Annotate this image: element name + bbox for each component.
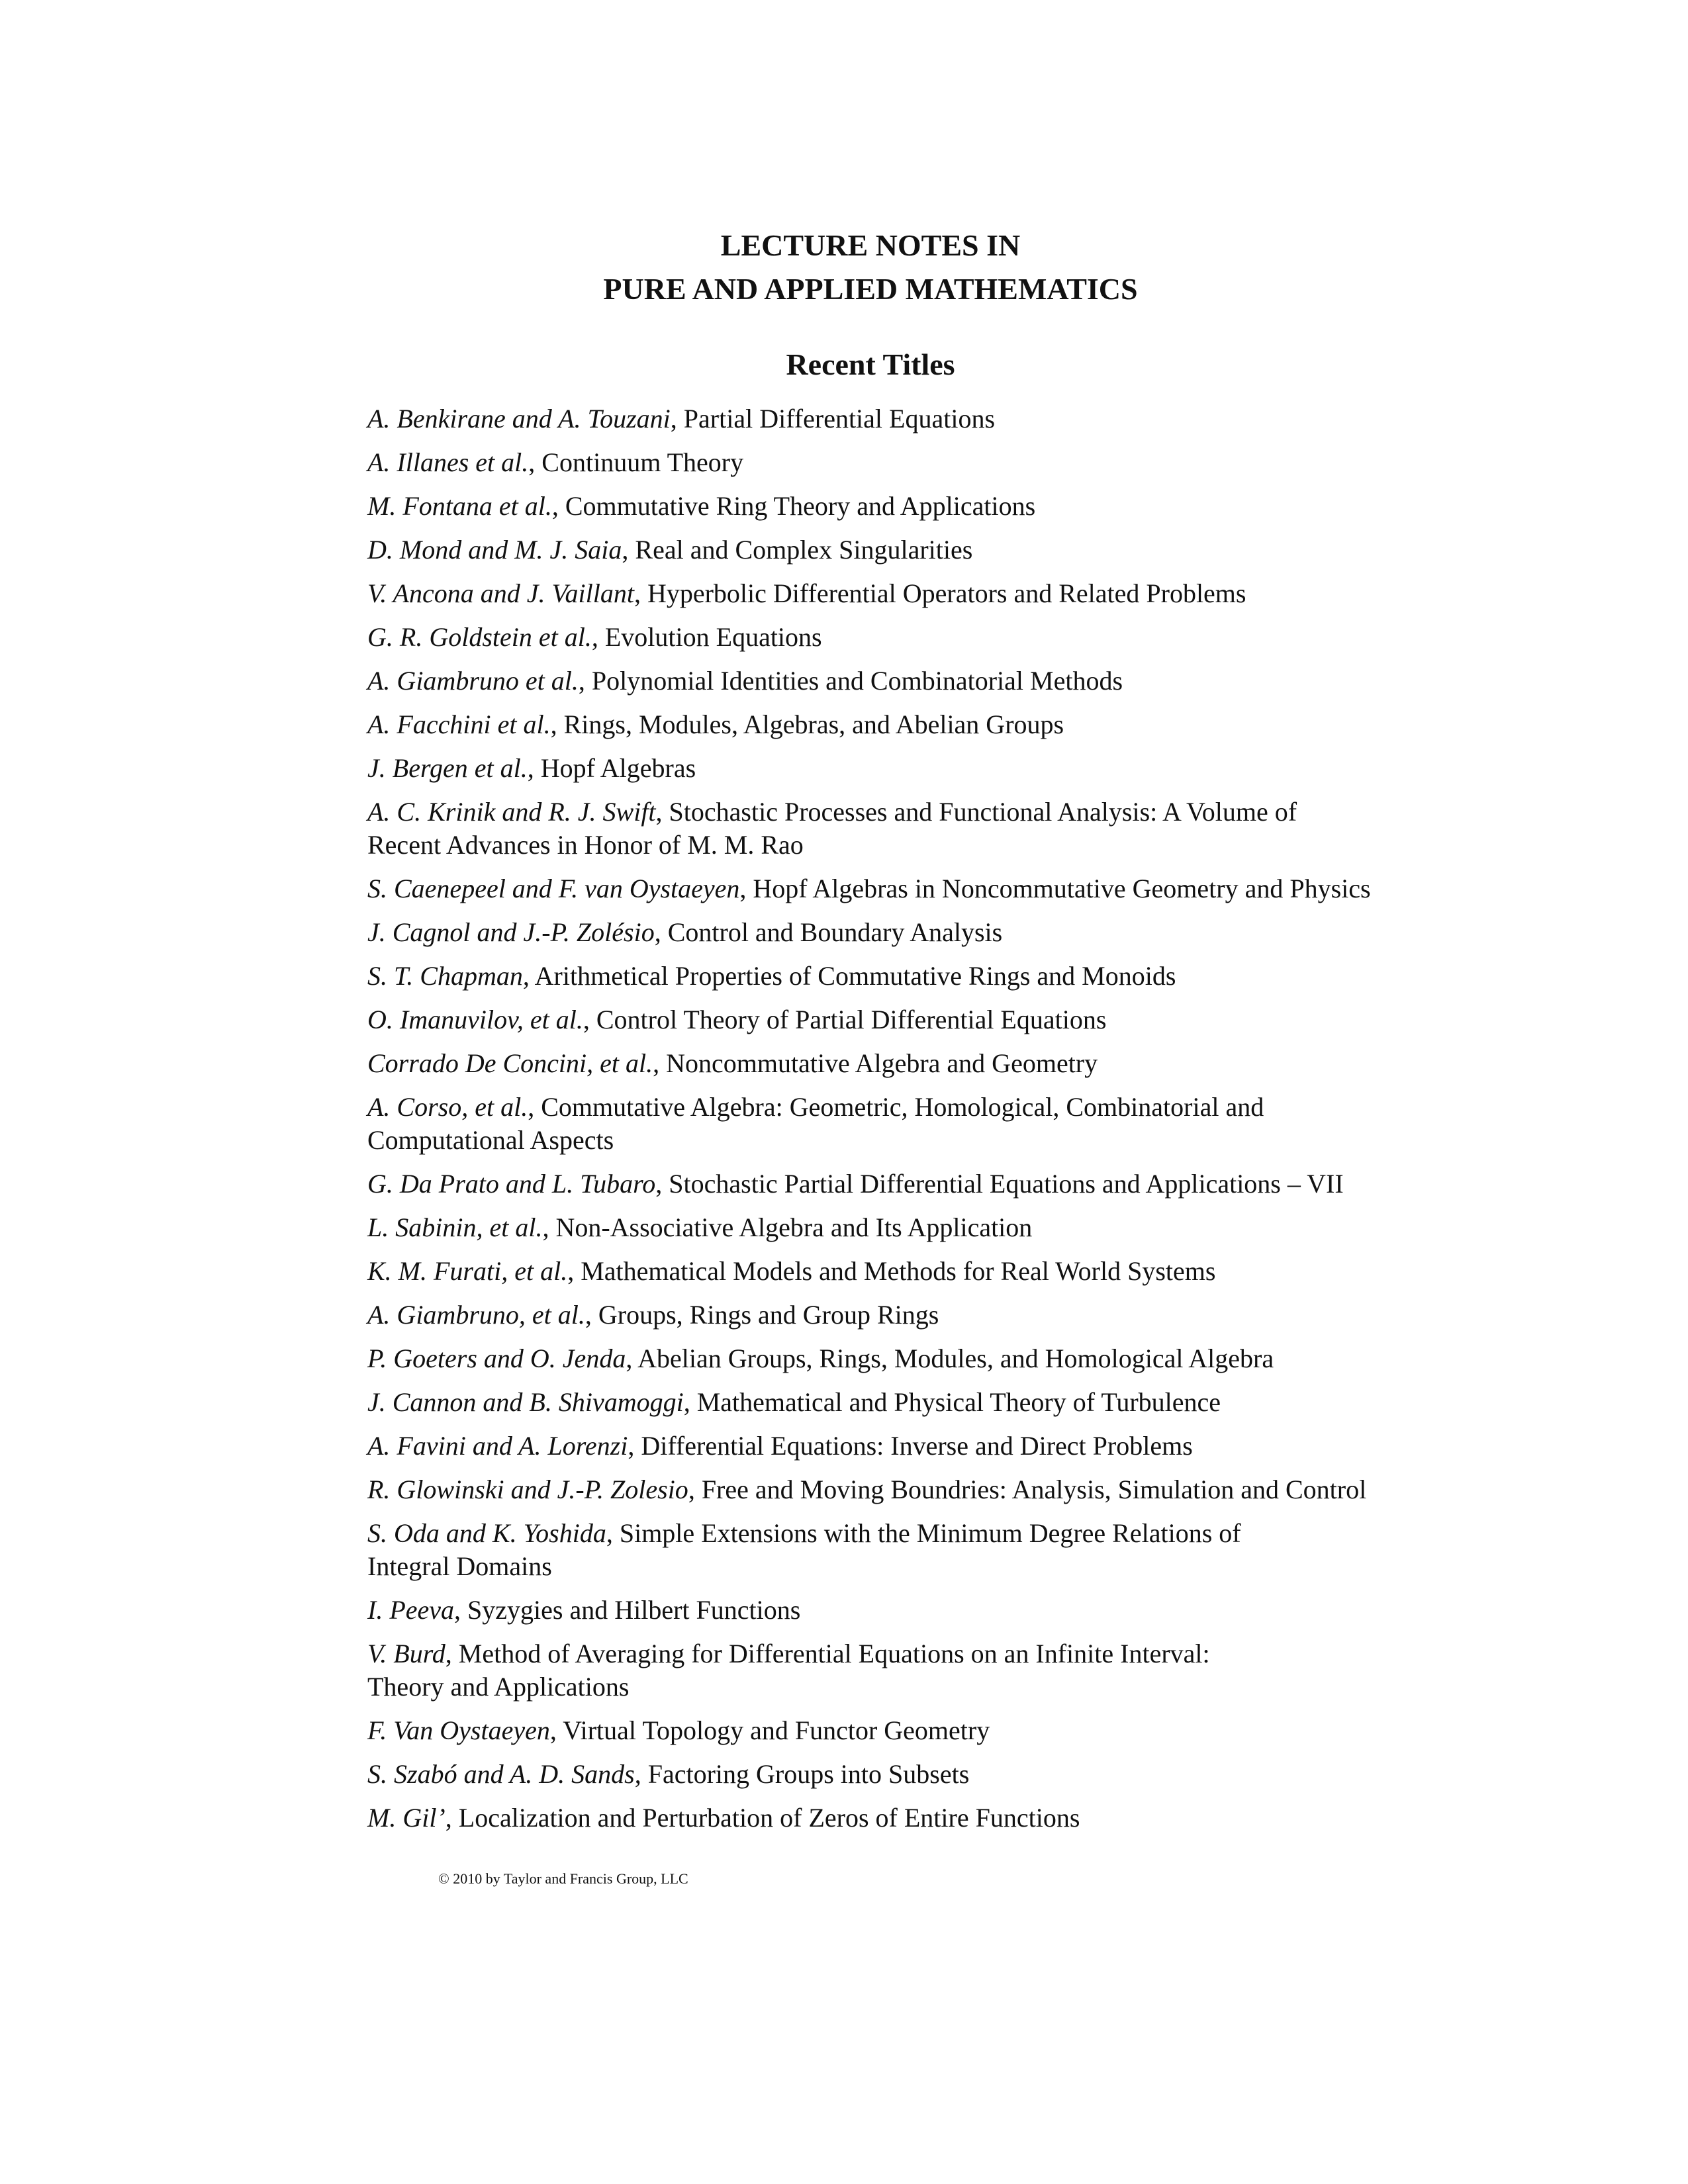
entry-author: S. Szabó and A. D. Sands — [367, 1759, 635, 1789]
title-entry — [367, 872, 1413, 905]
entry-title: Control and Boundary Analysis — [667, 917, 1003, 947]
title-entry — [367, 1386, 1413, 1419]
title-entry-line: J. Cagnol and J.-P. Zolésio, Control and Boundary Analysis — [367, 917, 1003, 947]
title-entry — [367, 708, 1413, 741]
title-entry-line: G. R. Goldstein et al., Evolution Equations — [367, 622, 822, 652]
entry-title: Virtual Topology and Functor Geometry — [563, 1715, 990, 1745]
title-entry — [367, 1430, 1413, 1463]
entry-title: Groups, Rings and Group Rings — [598, 1300, 939, 1330]
entry-title: Mathematical and Physical Theory of Turbulence — [696, 1387, 1221, 1417]
title-entry — [367, 1255, 1413, 1288]
series-title-line-1: LECTURE NOTES IN — [720, 228, 1021, 262]
entry-author: O. Imanuvilov, et al. — [367, 1005, 583, 1034]
title-entry — [367, 796, 1413, 862]
title-entry — [367, 533, 1413, 567]
copyright-notice: © 2010 by Taylor and Francis Group, LLC — [438, 1870, 688, 1887]
title-entry — [367, 621, 1413, 654]
entry-author: V. Ancona and J. Vaillant — [367, 578, 634, 608]
entry-title: Polynomial Identities and Combinatorial Methods — [591, 666, 1123, 696]
title-entry — [367, 664, 1413, 698]
entry-title: Factoring Groups into Subsets — [647, 1759, 970, 1789]
title-entry — [367, 1637, 1413, 1704]
title-entry-line: A. C. Krinik and R. J. Swift, Stochastic Processes and Functional Analysis: A Volume of — [367, 797, 1297, 827]
title-entry-line: A. Facchini et al., Rings, Modules, Algebras, and Abelian Groups — [367, 709, 1064, 739]
title-entry-line: M. Fontana et al., Commutative Ring Theory and Applications — [367, 491, 1036, 521]
entry-title: Free and Moving Boundries: Analysis, Simulation and Control — [701, 1475, 1367, 1504]
entry-author: R. Glowinski and J.-P. Zolesio — [367, 1475, 688, 1504]
title-entry — [367, 1342, 1413, 1375]
title-entry-line: D. Mond and M. J. Saia, Real and Complex Singularities — [367, 535, 973, 565]
title-entry — [367, 1047, 1413, 1080]
entry-author: A. Facchini et al. — [367, 709, 551, 739]
entry-title: Hopf Algebras in Noncommutative Geometry and Physics — [753, 874, 1371, 903]
title-entry-line: A. Corso, et al., Commutative Algebra: Geometric, Homological, Combinatorial and — [367, 1092, 1264, 1122]
entry-author: D. Mond and M. J. Saia — [367, 535, 622, 565]
title-entry — [367, 1758, 1413, 1791]
title-entry — [367, 1167, 1413, 1201]
title-entry-line: A. Benkirane and A. Touzani, Partial Differential Equations — [367, 404, 996, 433]
entry-author: I. Peeva — [367, 1595, 455, 1625]
entry-title-continuation: Integral Domains — [367, 1551, 552, 1581]
title-entry — [367, 916, 1413, 949]
title-entry-line: A. Giambruno et al., Polynomial Identities and Combinatorial Methods — [367, 666, 1123, 696]
entry-author: Corrado De Concini, et al. — [367, 1048, 653, 1078]
title-entry-line: A. Illanes et al., Continuum Theory — [367, 447, 744, 477]
entry-title: Real and Complex Singularities — [635, 535, 973, 565]
title-entry — [367, 490, 1413, 523]
entry-author: F. Van Oystaeyen — [367, 1715, 550, 1745]
title-entry — [367, 402, 1413, 435]
entry-title: Abelian Groups, Rings, Modules, and Homological Algebra — [637, 1343, 1274, 1373]
entry-title: Control Theory of Partial Differential Equations — [596, 1005, 1107, 1034]
title-entry — [367, 1517, 1413, 1583]
title-entry-line: S. Caenepeel and F. van Oystaeyen, Hopf Algebras in Noncommutative Geometry and Physics — [367, 874, 1371, 903]
entry-author: A. C. Krinik and R. J. Swift — [367, 797, 656, 827]
entry-author: J. Cagnol and J.-P. Zolésio — [367, 917, 655, 947]
entry-author: M. Gil’ — [367, 1803, 445, 1833]
entry-author: A. Benkirane and A. Touzani — [367, 404, 671, 433]
title-entry-line: M. Gil’, Localization and Perturbation of Zeros of Entire Functions — [367, 1803, 1080, 1833]
entry-title: Localization and Perturbation of Zeros of Entire Functions — [458, 1803, 1080, 1833]
title-entry-line: O. Imanuvilov, et al., Control Theory of Partial Differential Equations — [367, 1005, 1107, 1034]
entry-title: Differential Equations: Inverse and Direct Problems — [641, 1431, 1193, 1461]
title-entry-line: K. M. Furati, et al., Mathematical Models and Methods for Real World Systems — [367, 1256, 1216, 1286]
recent-titles-heading: Recent Titles — [786, 347, 955, 381]
title-entry-line: A. Favini and A. Lorenzi, Differential Equations: Inverse and Direct Problems — [367, 1431, 1193, 1461]
title-entry-line: G. Da Prato and L. Tubaro, Stochastic Partial Differential Equations and Applications – VII — [367, 1169, 1344, 1199]
title-entry-line: J. Bergen et al., Hopf Algebras — [367, 753, 696, 783]
entry-title: Commutative Algebra: Geometric, Homological, Combinatorial and — [541, 1092, 1264, 1122]
entry-author: J. Cannon and B. Shivamoggi — [367, 1387, 684, 1417]
title-entry-line: L. Sabinin, et al., Non-Associative Algebra and Its Application — [367, 1212, 1033, 1242]
title-entry — [367, 1473, 1413, 1506]
title-entry — [367, 1298, 1413, 1332]
title-entry-line: F. Van Oystaeyen, Virtual Topology and Functor Geometry — [367, 1715, 990, 1745]
entry-author: S. Caenepeel and F. van Oystaeyen — [367, 874, 740, 903]
title-entry — [367, 1003, 1413, 1036]
entry-title: Noncommutative Algebra and Geometry — [666, 1048, 1098, 1078]
title-entry-line: A. Giambruno, et al., Groups, Rings and Group Rings — [367, 1300, 939, 1330]
entry-title: Arithmetical Properties of Commutative Rings and Monoids — [534, 961, 1176, 991]
title-entry-line: S. T. Chapman, Arithmetical Properties of Commutative Rings and Monoids — [367, 961, 1176, 991]
title-entry-line: J. Cannon and B. Shivamoggi, Mathematical and Physical Theory of Turbulence — [367, 1387, 1221, 1417]
entry-author: A. Illanes et al. — [367, 447, 529, 477]
entry-author: M. Fontana et al. — [367, 491, 552, 521]
entry-author: G. Da Prato and L. Tubaro — [367, 1169, 656, 1199]
entry-title: Commutative Ring Theory and Applications — [565, 491, 1036, 521]
entry-title: Stochastic Processes and Functional Analysis: A Volume of — [669, 797, 1297, 827]
entry-author: K. M. Furati, et al. — [367, 1256, 568, 1286]
title-entry-line: P. Goeters and O. Jenda, Abelian Groups, Rings, Modules, and Homological Algebra — [367, 1343, 1274, 1373]
entry-author: A. Giambruno et al. — [367, 666, 579, 696]
title-entry-line: I. Peeva, Syzygies and Hilbert Functions — [367, 1595, 801, 1625]
entry-author: S. Oda and K. Yoshida — [367, 1518, 606, 1548]
entry-author: A. Favini and A. Lorenzi — [367, 1431, 628, 1461]
series-title — [0, 224, 1688, 311]
entry-title: Partial Differential Equations — [683, 404, 996, 433]
entry-title: Hyperbolic Differential Operators and Related Problems — [647, 578, 1246, 608]
title-entry — [367, 752, 1413, 785]
entry-title-continuation: Computational Aspects — [367, 1125, 614, 1155]
entry-author: V. Burd — [367, 1639, 445, 1668]
entry-title-continuation: Theory and Applications — [367, 1672, 630, 1702]
entry-title: Method of Averaging for Differential Equations on an Infinite Interval: — [458, 1639, 1210, 1668]
entry-title: Mathematical Models and Methods for Real World Systems — [581, 1256, 1216, 1286]
title-entry — [367, 1211, 1413, 1244]
entry-title: Simple Extensions with the Minimum Degree Relations of — [619, 1518, 1241, 1548]
title-entry-line: R. Glowinski and J.-P. Zolesio, Free and Moving Boundries: Analysis, Simulation and Control — [367, 1475, 1367, 1504]
entry-title: Hopf Algebras — [540, 753, 696, 783]
series-title-line-2: PURE AND APPLIED MATHEMATICS — [603, 272, 1138, 306]
entry-author: L. Sabinin, et al. — [367, 1212, 543, 1242]
entry-title: Continuum Theory — [541, 447, 744, 477]
title-entry-line: V. Ancona and J. Vaillant, Hyperbolic Differential Operators and Related Problems — [367, 578, 1246, 608]
title-list — [367, 402, 1413, 1845]
title-entry-line: S. Oda and K. Yoshida, Simple Extensions with the Minimum Degree Relations of — [367, 1518, 1241, 1548]
title-entry — [367, 446, 1413, 479]
title-entry — [367, 1714, 1413, 1747]
entry-author: A. Corso, et al. — [367, 1092, 528, 1122]
entry-title: Rings, Modules, Algebras, and Abelian Groups — [563, 709, 1064, 739]
entry-author: S. T. Chapman — [367, 961, 523, 991]
title-entry-line: S. Szabó and A. D. Sands, Factoring Groups into Subsets — [367, 1759, 970, 1789]
title-entry-line: Corrado De Concini, et al., Noncommutative Algebra and Geometry — [367, 1048, 1098, 1078]
entry-title: Syzygies and Hilbert Functions — [467, 1595, 801, 1625]
title-entry — [367, 960, 1413, 993]
title-entry — [367, 1091, 1413, 1157]
entry-title: Evolution Equations — [604, 622, 822, 652]
entry-author: A. Giambruno, et al. — [367, 1300, 585, 1330]
entry-author: P. Goeters and O. Jenda — [367, 1343, 626, 1373]
entry-title: Stochastic Partial Differential Equations and Applications – VII — [669, 1169, 1344, 1199]
title-entry — [367, 1801, 1413, 1835]
title-entry — [367, 1594, 1413, 1627]
entry-author: G. R. Goldstein et al. — [367, 622, 592, 652]
entry-author: J. Bergen et al. — [367, 753, 528, 783]
entry-title-continuation: Recent Advances in Honor of M. M. Rao — [367, 830, 804, 860]
entry-title: Non-Associative Algebra and Its Application — [555, 1212, 1033, 1242]
title-entry-line: V. Burd, Method of Averaging for Differential Equations on an Infinite Interval: — [367, 1639, 1210, 1668]
title-entry — [367, 577, 1413, 610]
